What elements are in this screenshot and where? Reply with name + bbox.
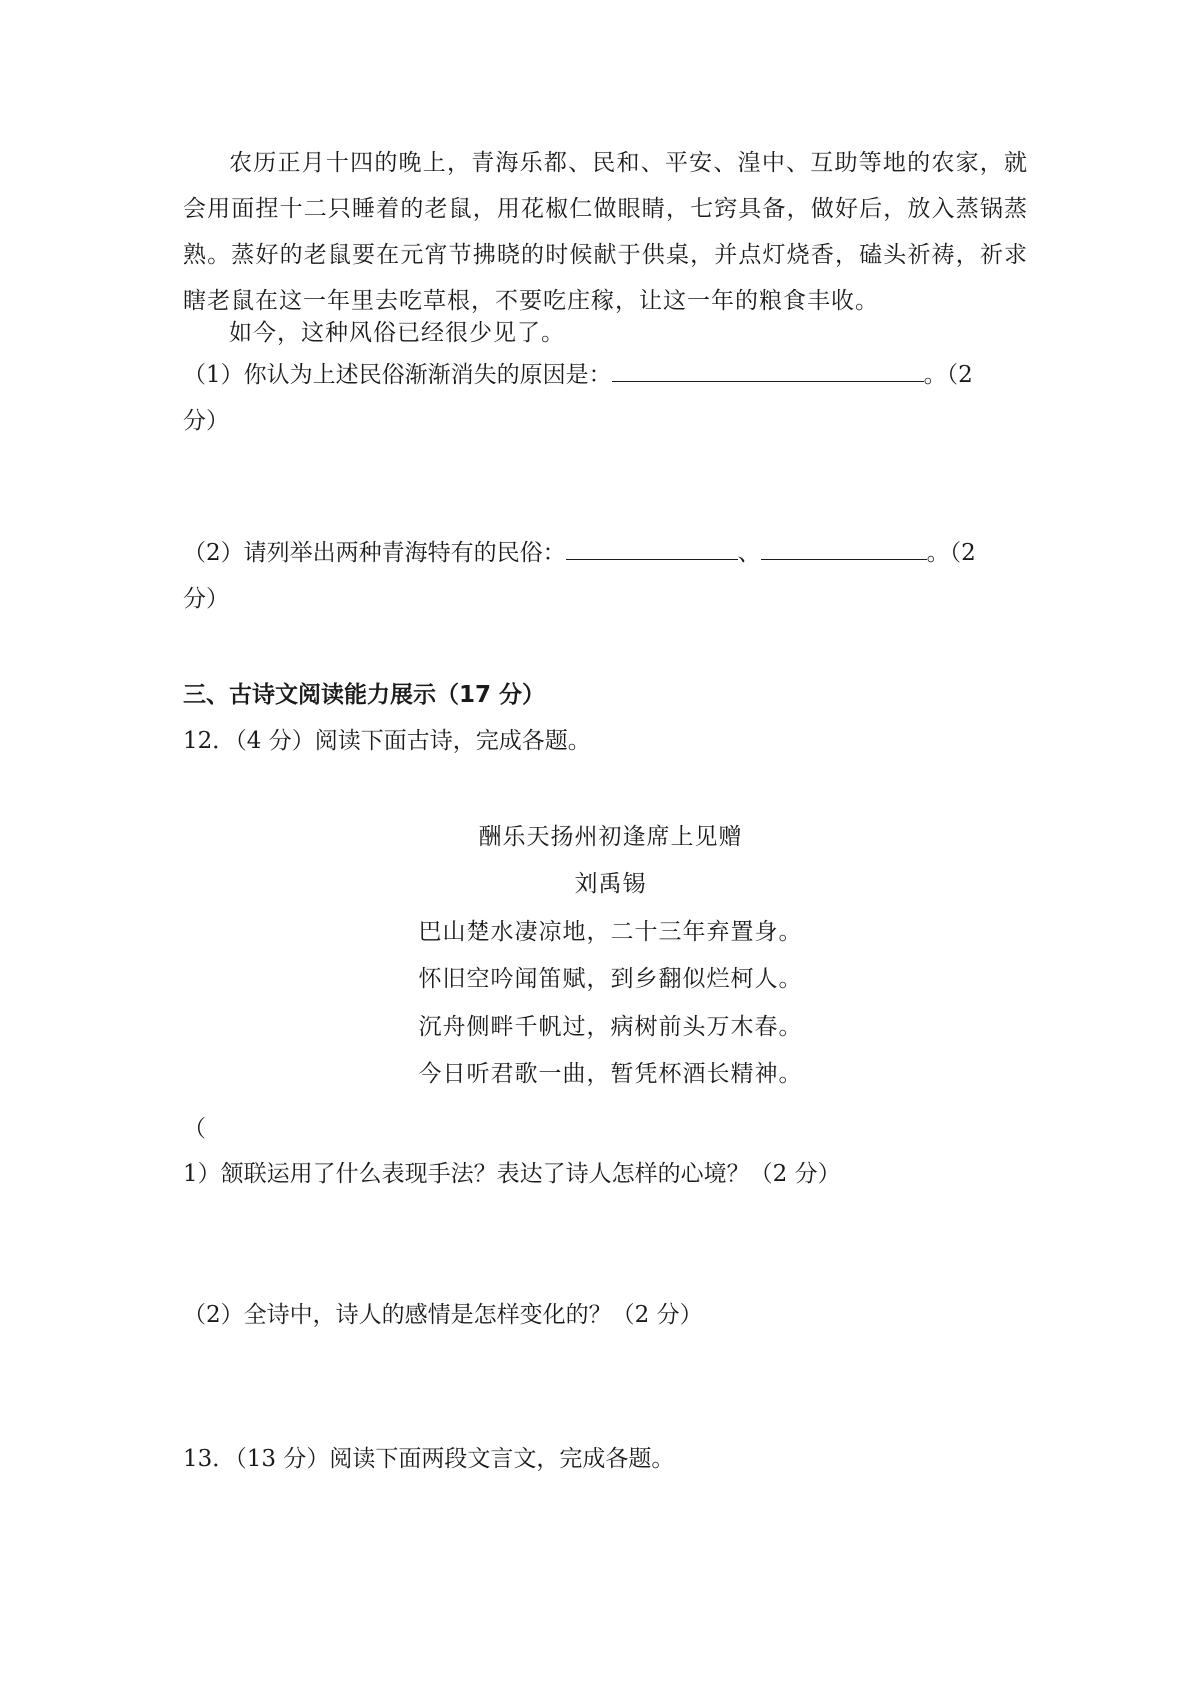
- answer-blank-2b[interactable]: [761, 535, 927, 560]
- question-2: [183, 530, 1038, 622]
- question-1-points: 。（2: [923, 362, 973, 388]
- passage-paragraph-1: 农历正月十四的晚上，青海乐都、民和、平安、湟中、互助等地的农家，就会用面捏十二只睡着的老鼠，用花椒仁做眼睛，七窍具备，做好后，放入蒸锅蒸熟。蒸好的老鼠要在元宵节拂晓的时候献于供桌，并点灯烧香，磕头祈祷，祈求瞎老鼠在这一年里去吃草根，不要吃庄稼，让这一年的粮食丰收。: [183, 150, 1028, 314]
- question-13-intro: 13．（13 分）阅读下面两段文言文，完成各题。: [183, 1446, 675, 1472]
- question-2-prompt: （2）请列举出两种青海特有的民俗：: [183, 540, 566, 566]
- question-1-prompt: （1）你认为上述民俗渐渐消失的原因是：: [183, 362, 612, 388]
- question-12-intro: 12．（4 分）阅读下面古诗，完成各题。: [183, 728, 591, 754]
- question-2-points: 。（2: [926, 540, 976, 566]
- question-2-points-cont: 分）: [183, 586, 229, 612]
- poem-line-2: 怀旧空吟闻笛赋，到乡翻似烂柯人。: [418, 966, 803, 992]
- question-12-sub-1: 1）颔联运用了什么表现手法？表达了诗人怎样的心境？（2 分）: [183, 1161, 841, 1187]
- question-2-separator: 、: [737, 540, 761, 566]
- poem-author: 刘禹锡: [574, 871, 647, 897]
- question-1: [183, 352, 1038, 444]
- answer-blank-2a[interactable]: [566, 535, 738, 560]
- poem-line-1: 巴山楚水凄凉地，二十三年弃置身。: [418, 919, 803, 945]
- answer-blank-1[interactable]: [612, 357, 924, 382]
- question-12-sub-2: （2）全诗中，诗人的感情是怎样变化的？（2 分）: [183, 1302, 703, 1328]
- question-1-points-cont: 分）: [183, 408, 229, 434]
- poem-line-3: 沉舟侧畔千帆过，病树前头万木春。: [418, 1014, 803, 1040]
- poem-title: 酬乐天扬州初逢席上见赠: [478, 824, 743, 850]
- poem-line-4: 今日听君歌一曲，暂凭杯酒长精神。: [418, 1061, 803, 1087]
- section-3-heading: 三、古诗文阅读能力展示（17 分）: [183, 682, 546, 708]
- passage-paragraph-2: 如今，这种风俗已经很少见了。: [229, 320, 565, 346]
- question-12-open-paren: （: [183, 1116, 206, 1142]
